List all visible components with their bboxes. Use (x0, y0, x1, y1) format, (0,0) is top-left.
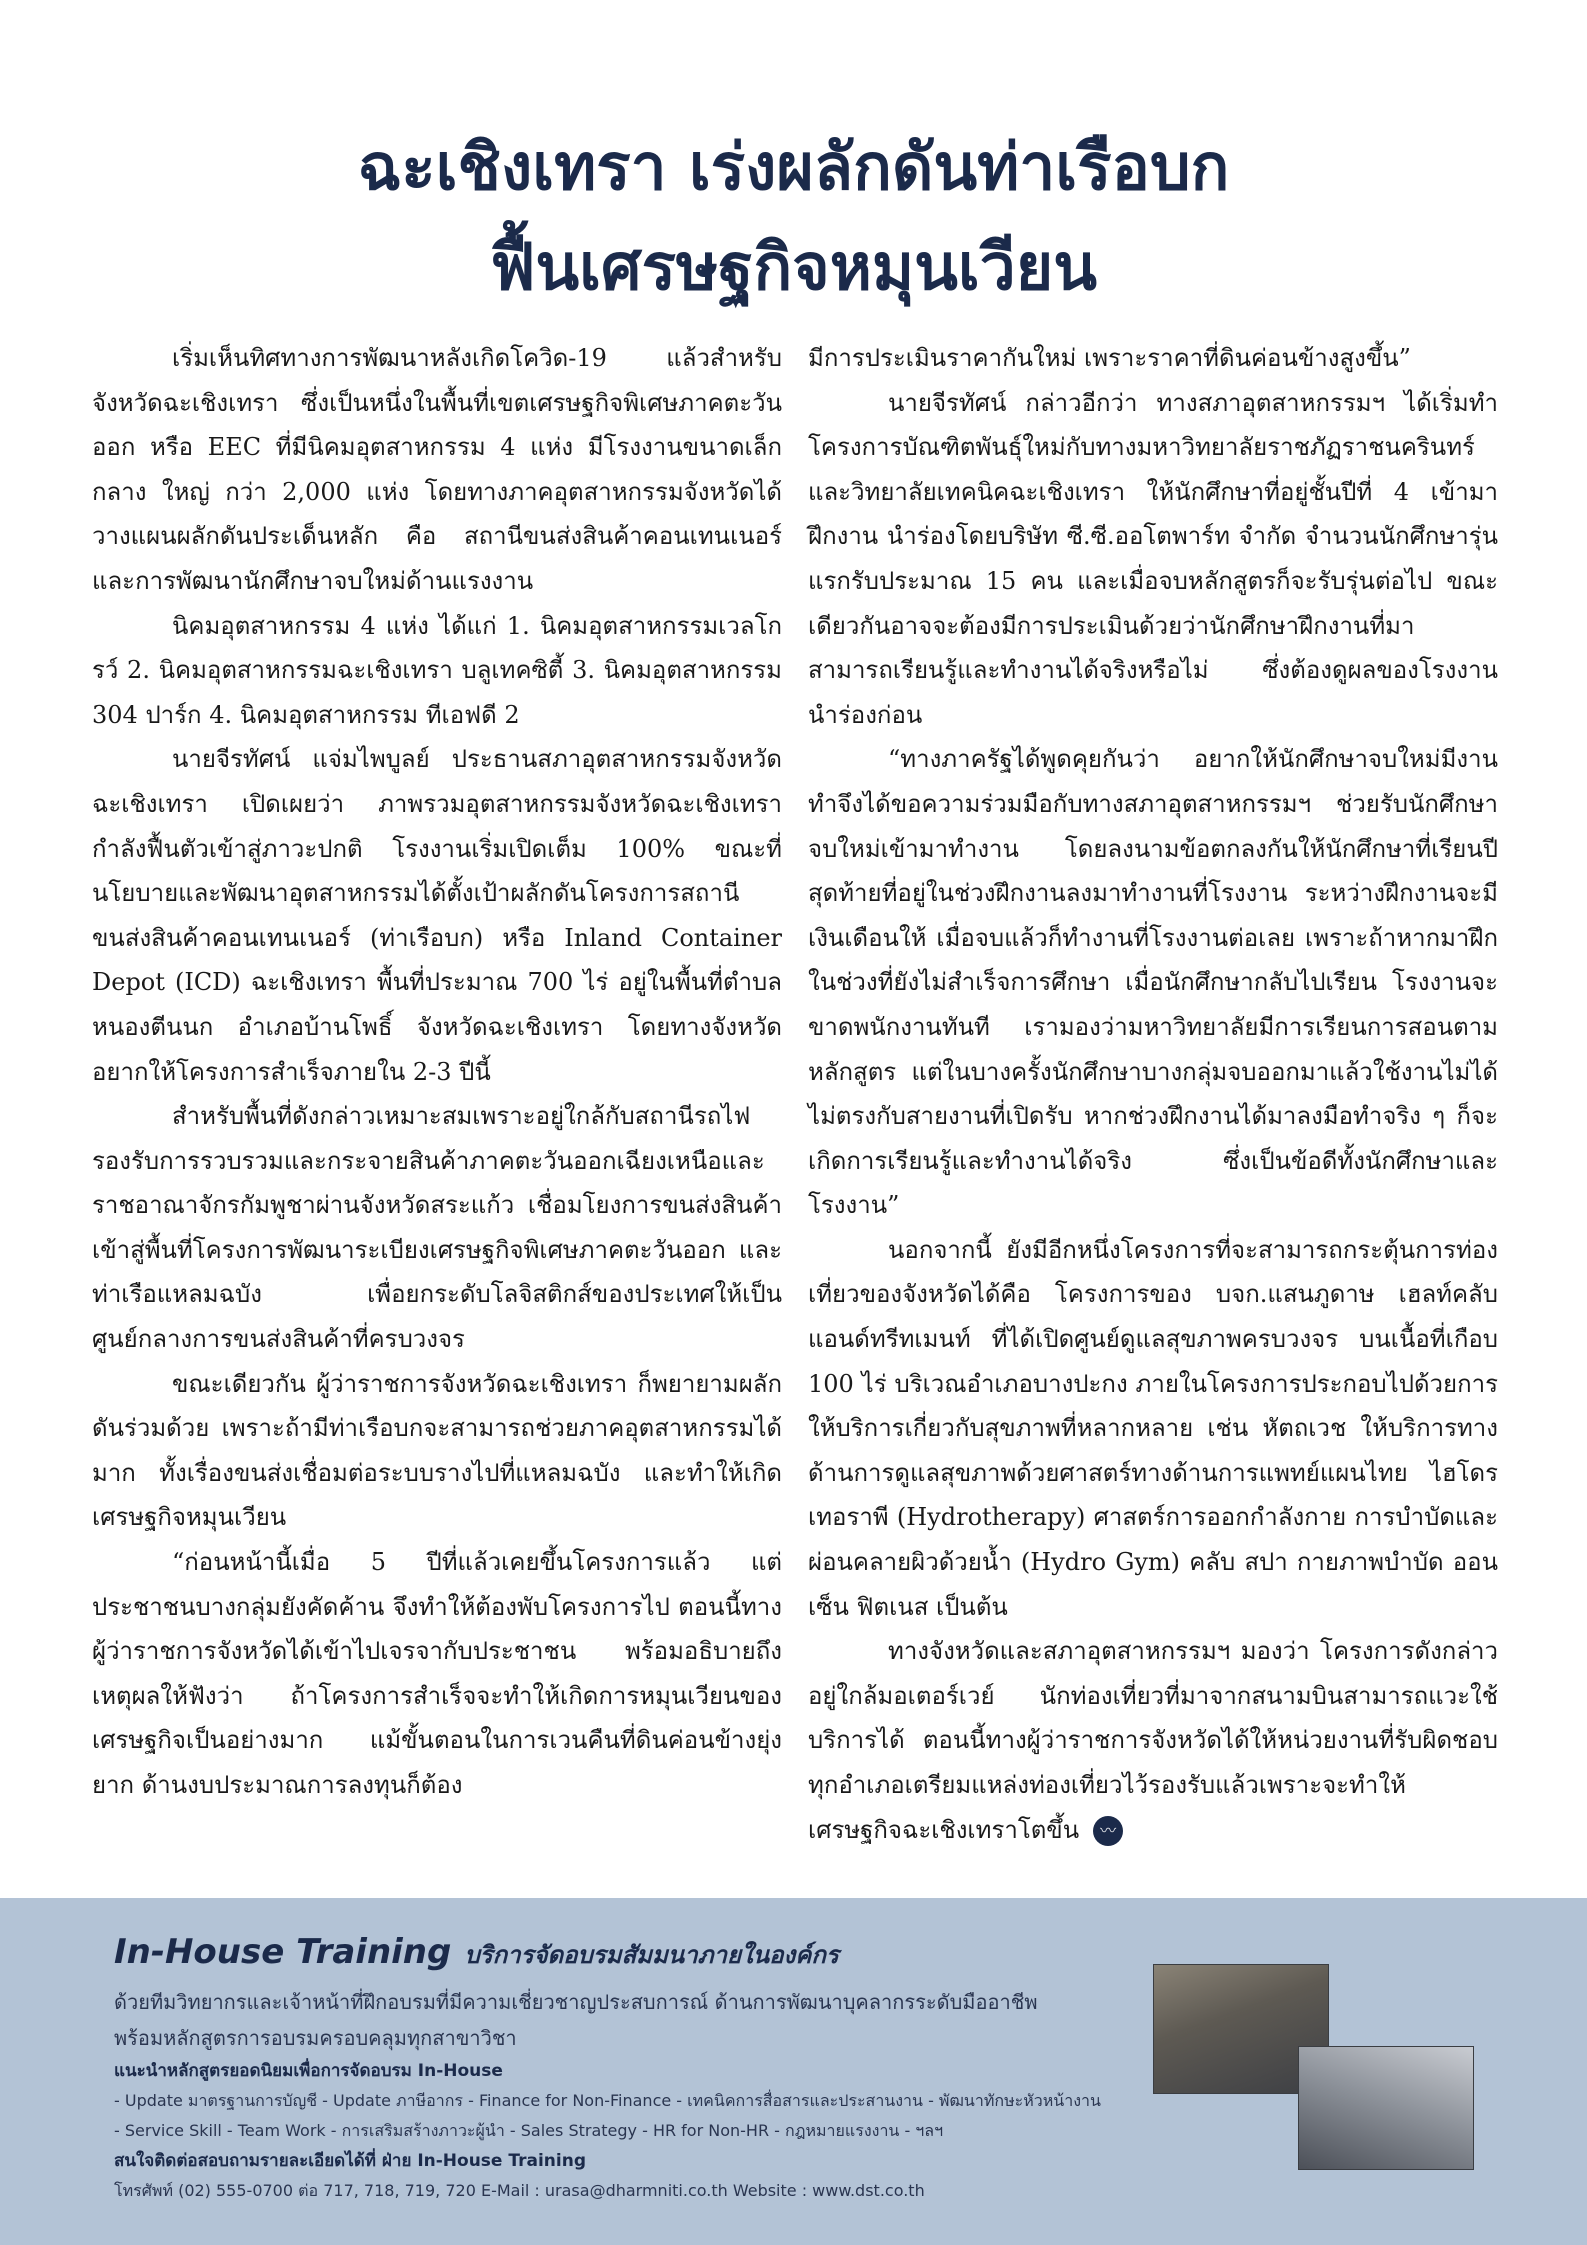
banner-heading (114, 1932, 839, 1974)
title-line-1: ฉะเชิงเทรา เร่งผลักดันท่าเรือบก (357, 131, 1230, 205)
contact-info: โทรศัพท์ (02) 555-0700 ต่อ 717, 718, 719, 720 E-Mail : urasa@dharmniti.co.th Website : www.dst.co.th (114, 2181, 925, 2200)
paragraph: เริ่มเห็นทิศทางการพัฒนาหลังเกิดโควิด-19 แล้วสำหรับจังหวัดฉะเชิงเทรา ซึ่งเป็นหนึ่งในพื้นที่เขตเศรษฐกิจพิเศษภาคตะวันออก หรือ EEC ที่มีนิคมอุตสาหกรรม 4 แห่ง มีโรงงานขนาดเล็ก กลาง ใหญ่ กว่า 2,000 แห่ง โดยทางภาคอุตสาหกรรมจังหวัดได้วางแผนผลักดันประเด็นหลัก คือ สถานีขนส่งสินค้าคอนเทนเนอร์และการพัฒนานักศึกษาจบใหม่ด้านแรงงาน (92, 344, 782, 595)
paragraph-last (808, 1629, 1498, 1852)
in-house-training-banner (0, 1898, 1587, 2245)
banner-brand: In-House Training (114, 1932, 452, 1972)
banner-subtitle: บริการจัดอบรมสัมมนาภายในองค์กร (464, 1941, 839, 1969)
course-list-1: - Update มาตรฐานการบัญชี - Update ภาษีอากร - Finance for Non-Finance - เทคนิคการสื่อสารและประสานงาน - พัฒนาทักษะหัวหน้างาน (114, 2091, 1101, 2110)
paragraph: นายจีรทัศน์ แจ่มไพบูลย์ ประธานสภาอุตสาหกรรมจังหวัดฉะเชิงเทรา เปิดเผยว่า ภาพรวมอุตสาหกรรมจังหวัดฉะเชิงเทรากำลังฟื้นตัวเข้าสู่ภาวะปกติ โรงงานเริ่มเปิดเต็ม 100% ขณะที่นโยบายและพัฒนาอุตสาหกรรมได้ตั้งเป้าผลักดันโครงการสถานีขนส่งสินค้าคอนเทนเนอร์ (ท่าเรือบก) หรือ Inland Container Depot (ICD) ฉะเชิงเทรา พื้นที่ประมาณ 700 ไร่ อยู่ในพื้นที่ตำบลหนองตีนนก อำเภอบ้านโพธิ์ จังหวัดฉะเชิงเทรา โดยทางจังหวัดอยากให้โครงการสำเร็จภายใน 2-3 ปีนี้ (92, 745, 782, 1086)
course-list-2: - Service Skill - Team Work - การเสริมสร้างภาวะผู้นำ - Sales Strategy - HR for Non-HR - กฎหมายแรงงาน - ฯลฯ (114, 2121, 944, 2140)
paragraph: ขณะเดียวกัน ผู้ว่าราชการจังหวัดฉะเชิงเทรา ก็พยายามผลักดันร่วมด้วย เพราะถ้ามีท่าเรือบกจะสามารถช่วยภาคอุตสาหกรรมได้มาก ทั้งเรื่องขนส่งเชื่อมต่อระบบรางไปที่แหลมฉบัง และทำให้เกิดเศรษฐกิจหมุนเวียน (92, 1369, 782, 1532)
paragraph: นายจีรทัศน์ กล่าวอีกว่า ทางสภาอุตสาหกรรมฯ ได้เริ่มทำโครงการบัณฑิตพันธุ์ใหม่กับทางมหาวิทยาลัยราชภัฏราชนครินทร์ และวิทยาลัยเทคนิคฉะเชิงเทรา ให้นักศึกษาที่อยู่ชั้นปีที่ 4 เข้ามาฝึกงาน นำร่องโดยบริษัท ซี.ซี.ออโตพาร์ท จำกัด จำนวนนักศึกษารุ่นแรกรับประมาณ 15 คน และเมื่อจบหลักสูตรก็จะรับรุ่นต่อไป ขณะเดียวกันอาจจะต้องมีการประเมินด้วยว่านักศึกษาฝึกงานที่มาสามารถเรียนรู้และทำงานได้จริงหรือไม่ ซึ่งต้องดูผลของโรงงานนำร่องก่อน (808, 388, 1498, 729)
banner-description-2: พร้อมหลักสูตรการอบรมครอบคลุมทุกสาขาวิชา (114, 2026, 517, 2050)
article-title (0, 118, 1587, 318)
recommend-title: แนะนำหลักสูตรยอดนิยมเพื่อการจัดอบรม In-House (114, 2061, 503, 2081)
paragraph: “ก่อนหน้านี้เมื่อ 5 ปีที่แล้วเคยขึ้นโครงการแล้ว แต่ประชาชนบางกลุ่มยังคัดค้าน จึงทำให้ต้องพับโครงการไป ตอนนี้ทางผู้ว่าราชการจังหวัดได้เข้าไปเจรจากับประชาชน พร้อมอธิบายถึงเหตุผลให้ฟังว่า ถ้าโครงการสำเร็จจะทำให้เกิดการหมุนเวียนของเศรษฐกิจเป็นอย่างมาก แม้ขั้นตอนในการเวนคืนที่ดินค่อนข้างยุ่งยาก ด้านงบประมาณการลงทุนก็ต้อง (92, 1548, 782, 1799)
paragraph-continued: มีการประเมินราคากันใหม่ เพราะราคาที่ดินค่อนข้างสูงขึ้น” (808, 344, 1411, 372)
article-left-column (92, 336, 782, 1808)
article-right-column (808, 336, 1498, 1852)
paragraph: นิคมอุตสาหกรรม 4 แห่ง ได้แก่ 1. นิคมอุตสาหกรรมเวลโกรว์ 2. นิคมอุตสาหกรรมฉะเชิงเทรา บลูเทคซิตี้ 3. นิคมอุตสาหกรรม 304 ปาร์ก 4. นิคมอุตสาหกรรม ทีเอฟดี 2 (92, 611, 782, 729)
wave-logo-icon: 〰 (1093, 1816, 1123, 1846)
paragraph: นอกจากนี้ ยังมีอีกหนึ่งโครงการที่จะสามารถกระตุ้นการท่องเที่ยวของจังหวัดได้คือ โครงการของ บจก.แสนภูดาษ เฮลท์คลับแอนด์ทรีทเมนท์ ที่ได้เปิดศูนย์ดูแลสุขภาพครบวงจร บนเนื้อที่เกือบ 100 ไร่ บริเวณอำเภอบางปะกง ภายในโครงการประกอบไปด้วยการให้บริการเกี่ยวกับสุขภาพที่หลากหลาย เช่น หัตถเวช ให้บริการทางด้านการดูแลสุขภาพด้วยศาสตร์ทางด้านการแพทย์แผนไทย ไฮโดรเทอราพี (Hydrotherapy) ศาสตร์การออกกำลังกาย การบำบัดและผ่อนคลายผิวด้วยน้ำ (Hydro Gym) คลับ สปา กายภาพบำบัด ออนเซ็น ฟิตเนส เป็นต้น (808, 1235, 1498, 1621)
contact-title: สนใจติดต่อสอบถามรายละเอียดได้ที่ ฝ่าย In-House Training (114, 2151, 586, 2171)
banner-description: ด้วยทีมวิทยากรและเจ้าหน้าที่ฝึกอบรมที่มีความเชี่ยวชาญประสบการณ์ ด้านการพัฒนาบุคลากรระดับมืออาชีพ (114, 1990, 1038, 2014)
banner-text (114, 1984, 1134, 2206)
paragraph: สำหรับพื้นที่ดังกล่าวเหมาะสมเพราะอยู่ใกล้กับสถานีรถไฟรองรับการรวบรวมและกระจายสินค้าภาคตะวันออกเฉียงเหนือและราชอาณาจักรกัมพูชาผ่านจังหวัดสระแก้ว เชื่อมโยงการขนส่งสินค้าเข้าสู่พื้นที่โครงการพัฒนาระเบียงเศรษฐกิจพิเศษภาคตะวันออก และท่าเรือแหลมฉบัง เพื่อยกระดับโลจิสติกส์ของประเทศให้เป็นศูนย์กลางการขนส่งสินค้าที่ครบวงจร (92, 1102, 782, 1354)
paragraph: “ทางภาครัฐได้พูดคุยกันว่า อยากให้นักศึกษาจบใหม่มีงานทำจึงได้ขอความร่วมมือกับทางสภาอุตสาหกรรมฯ ช่วยรับนักศึกษาจบใหม่เข้ามาทำงาน โดยลงนามข้อตกลงกันให้นักศึกษาที่เรียนปีสุดท้ายที่อยู่ในช่วงฝึกงานลงมาทำงานที่โรงงาน ระหว่างฝึกงานจะมีเงินเดือนให้ เมื่อจบแล้วก็ทำงานที่โรงงานต่อเลย เพราะถ้าหากมาฝึกในช่วงที่ยังไม่สำเร็จการศึกษา เมื่อนักศึกษากลับไปเรียน โรงงานจะขาดพนักงานทันที เรามองว่ามหาวิทยาลัยมีการเรียนการสอนตามหลักสูตร แต่ในบางครั้งนักศึกษาบางกลุ่มจบออกมาแล้วใช้งานไม่ได้ ไม่ตรงกับสายงานที่เปิดรับ หากช่วงฝึกงานได้มาลงมือทำจริง ๆ ก็จะเกิดการเรียนรู้และทำงานได้จริง ซึ่งเป็นข้อดีทั้งนักศึกษาและโรงงาน” (808, 745, 1498, 1220)
paragraph-text: ทางจังหวัดและสภาอุตสาหกรรมฯ มองว่า โครงการดังกล่าวอยู่ใกล้มอเตอร์เวย์ นักท่องเที่ยวที่มาจากสนามบินสามารถแวะใช้บริการได้ ตอนนี้ทางผู้ว่าราชการจังหวัดได้ให้หน่วยงานที่รับผิดชอบทุกอำเภอเตรียมแหล่งท่องเที่ยวไว้รองรับแล้วเพราะจะทำให้เศรษฐกิจฉะเชิงเทราโตขึ้น (808, 1637, 1498, 1844)
seminar-photo (1298, 2046, 1474, 2170)
title-line-2: ฟื้นเศรษฐกิจหมุนเวียน (490, 231, 1097, 305)
